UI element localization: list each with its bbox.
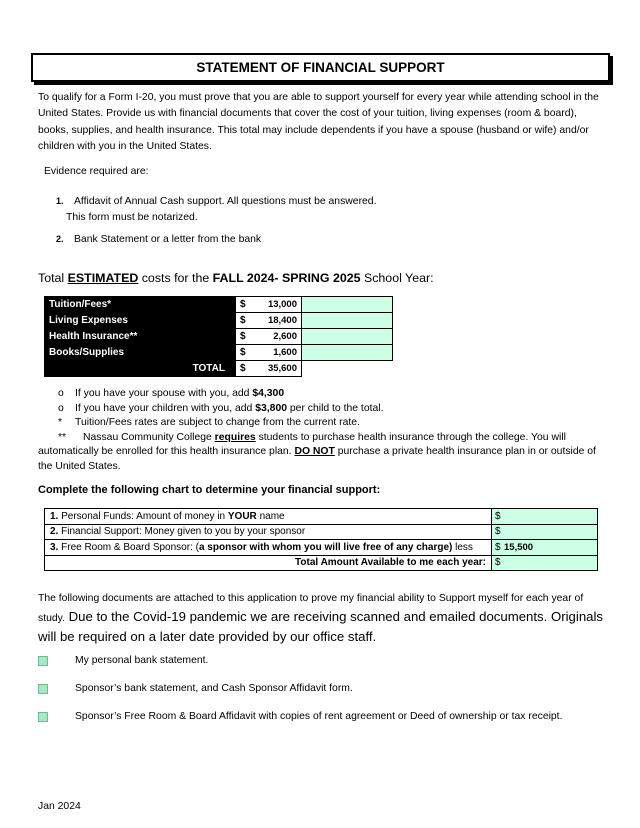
- fill-field[interactable]: [302, 313, 393, 329]
- fill-field[interactable]: [302, 329, 393, 345]
- evidence-text: Affidavit of Annual Cash support. All questions must be answered.: [74, 196, 377, 207]
- cost-amount: 1,600: [254, 345, 302, 361]
- evidence-item-1: [56, 193, 376, 226]
- table-row: [45, 313, 393, 329]
- currency-sign: $: [236, 313, 255, 329]
- table-row: [45, 509, 598, 525]
- page-title: STATEMENT OF FINANCIAL SUPPORT: [31, 53, 610, 82]
- intro-paragraph: To qualify for a Form I-20, you must prove that you are able to support yourself for every year while attending school in the United States. Provide us with financial documents that cover the cost of your tuition, living expenses (room & board), books, supplies, and health insurance. This total may include dependents if you have a spouse (husband or wife) and/or children with you in the United States.: [38, 92, 599, 152]
- support-heading: Complete the following chart to determine your financial support:: [38, 484, 381, 496]
- checklist-label: Sponsor’s bank statement, and Cash Sponsor Affidavit form.: [75, 683, 353, 694]
- cost-label: Health Insurance**: [45, 329, 236, 345]
- cost-label: Living Expenses: [45, 313, 236, 329]
- total-amount: 35,600: [254, 361, 302, 377]
- support-desc: 2. Financial Support: Money given to you by your sponsor: [45, 524, 492, 540]
- total-label: TOTAL: [45, 361, 236, 377]
- note-insurance: ** Nassau Community College requires students to purchase health insurance through the college. You will automatically be enrolled for this health insurance plan. DO NOT purchase a private health insurance plan in or outside of the United States.: [38, 431, 596, 472]
- support-total-field[interactable]: $: [492, 555, 598, 571]
- currency-sign: $: [236, 345, 255, 361]
- attachments-paragraph: The following documents are attached to this application to prove my financial ability to Support myself for each year of study. Due to the Covid-19 pandemic we are receiving scanned and emailed documents. Originals will be required on a later date provided by our office staff.: [38, 593, 604, 644]
- footer-date: Jan 2024: [38, 801, 81, 812]
- cost-amount: 18,400: [254, 313, 302, 329]
- note-spouse: o If you have your spouse with you, add $4,300: [58, 388, 285, 399]
- checklist-label: Sponsor’s Free Room & Board Affidavit with copies of rent agreement or Deed of ownership or tax receipt.: [75, 711, 563, 722]
- checkbox[interactable]: [38, 684, 48, 694]
- checklist-item: [38, 655, 209, 667]
- table-row: [45, 297, 393, 313]
- checklist-label: My personal bank statement.: [75, 655, 209, 666]
- costs-table: [44, 296, 393, 377]
- currency-sign: $: [236, 329, 255, 345]
- table-row: [45, 524, 598, 540]
- support-desc: 1. Personal Funds: Amount of money in YOUR name: [45, 509, 492, 525]
- evidence-item-2: [56, 234, 261, 245]
- fill-field[interactable]: [302, 345, 393, 361]
- table-row-total: [45, 361, 393, 377]
- cost-label: Books/Supplies: [45, 345, 236, 361]
- costs-heading: Total ESTIMATED costs for the FALL 2024- SPRING 2025 School Year:: [38, 271, 434, 285]
- evidence-number: 1.: [56, 196, 64, 206]
- cost-amount: 2,600: [254, 329, 302, 345]
- evidence-text-cont: This form must be notarized.: [66, 212, 198, 223]
- note-tuition: * Tuition/Fees rates are subject to change from the current rate.: [58, 417, 360, 428]
- cost-amount: 13,000: [254, 297, 302, 313]
- currency-sign: $: [236, 297, 255, 313]
- table-row: [45, 540, 598, 556]
- table-row-total: [45, 555, 598, 571]
- checkbox[interactable]: [38, 712, 48, 722]
- support-desc: 3. Free Room & Board Sponsor: (a sponsor with whom you will live free of any charge) less: [45, 540, 492, 556]
- fill-field[interactable]: [302, 297, 393, 313]
- notes: [38, 387, 598, 474]
- checklist-item: [38, 711, 563, 723]
- checkbox[interactable]: [38, 656, 48, 666]
- currency-sign: $: [236, 361, 255, 377]
- support-value-field[interactable]: $: [492, 509, 598, 525]
- support-total-label: Total Amount Available to me each year:: [45, 555, 492, 571]
- support-value-field[interactable]: $ 15,500: [492, 540, 598, 556]
- checklist-item: [38, 683, 353, 695]
- note-children: o If you have your children with you, add $3,800 per child to the total.: [58, 402, 384, 414]
- evidence-text: Bank Statement or a letter from the bank: [74, 234, 262, 245]
- table-row: [45, 345, 393, 361]
- evidence-heading: Evidence required are:: [44, 166, 149, 177]
- support-value-field[interactable]: $: [492, 524, 598, 540]
- evidence-number: 2.: [56, 234, 64, 244]
- cost-label: Tuition/Fees*: [45, 297, 236, 313]
- table-row: [45, 329, 393, 345]
- support-table: [44, 508, 598, 571]
